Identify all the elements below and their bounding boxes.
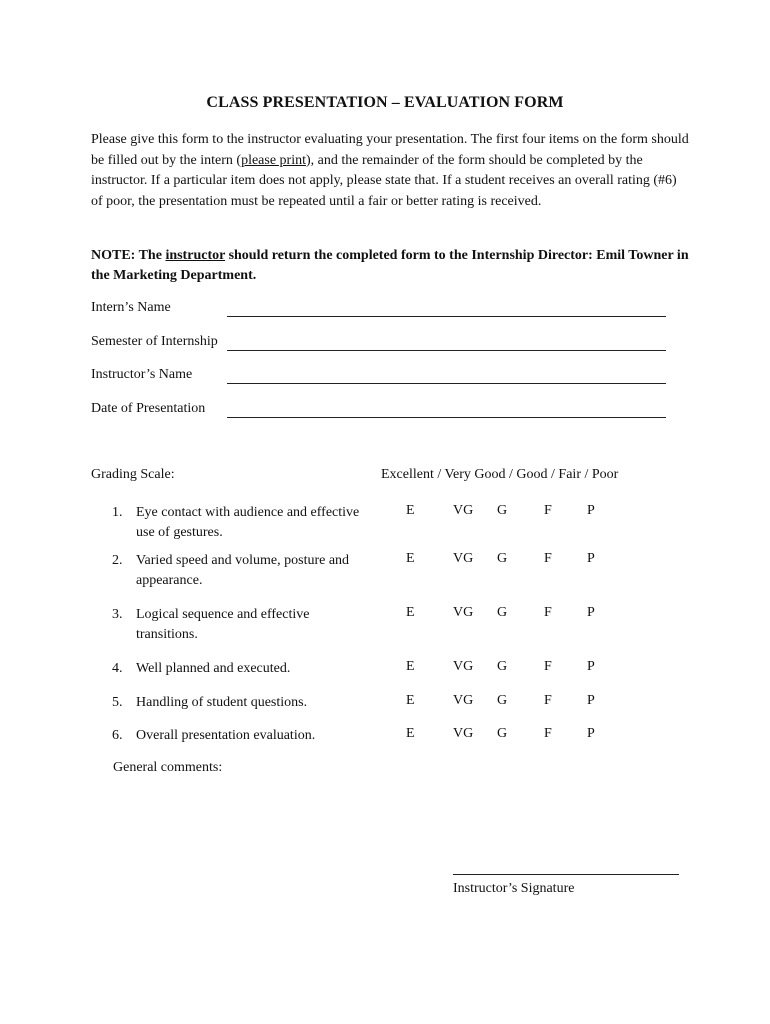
note-suffix: should return the completed form to the Internship Director: Emil Towner in the Marketing Department. [91, 248, 689, 283]
general-comments-label: General comments: [113, 760, 223, 775]
intern-name-label: Intern’s Name [91, 300, 171, 315]
instructor-name-line[interactable] [227, 383, 666, 384]
criterion-text: Handling of student questions. [136, 695, 308, 710]
grade-option-vg[interactable]: VG [453, 605, 474, 620]
grade-option-g[interactable]: G [497, 659, 508, 674]
grade-option-vg[interactable]: VG [453, 503, 474, 518]
grade-option-f[interactable]: F [544, 693, 552, 708]
criterion-number: 2. [112, 553, 123, 568]
criterion-number: 5. [112, 695, 123, 710]
grade-option-p[interactable]: P [587, 693, 595, 708]
grade-option-e[interactable]: E [406, 551, 415, 566]
criterion-number: 6. [112, 728, 123, 743]
signature-line[interactable] [453, 874, 679, 875]
semester-line[interactable] [227, 350, 666, 351]
criterion-number: 4. [112, 661, 123, 676]
grading-scale-label: Grading Scale: [91, 467, 175, 482]
note-instructor: instructor [165, 248, 226, 263]
grade-option-p[interactable]: P [587, 726, 595, 741]
intro-paragraph [91, 130, 691, 212]
grade-option-g[interactable]: G [497, 605, 508, 620]
intro-text-part2: ), and the remainder of the form should be completed by the instructor. If a particular item does not apply, please state that. If a student receives an overall rating (#6) of poor, the presentation must be repeated until a fair or better rating is received. [91, 152, 677, 209]
grading-scale-values: Excellent / Very Good / Good / Fair / Poor [381, 467, 619, 482]
grade-option-e[interactable]: E [406, 726, 415, 741]
grade-option-vg[interactable]: VG [453, 693, 474, 708]
criterion-number: 3. [112, 607, 123, 622]
criterion-number: 1. [112, 505, 123, 520]
presentation-date-label: Date of Presentation [91, 401, 206, 416]
instructor-name-field [91, 367, 666, 387]
grade-option-g[interactable]: G [497, 551, 508, 566]
grade-option-f[interactable]: F [544, 503, 552, 518]
semester-label: Semester of Internship [91, 334, 218, 349]
form-title: CLASS PRESENTATION – EVALUATION FORM [206, 94, 564, 111]
grade-option-e[interactable]: E [406, 503, 415, 518]
grade-option-f[interactable]: F [544, 659, 552, 674]
grade-option-e[interactable]: E [406, 659, 415, 674]
grade-option-vg[interactable]: VG [453, 659, 474, 674]
criterion-text: Eye contact with audience and effective use of gestures. [136, 505, 360, 540]
semester-field [91, 334, 666, 354]
grade-option-g[interactable]: G [497, 693, 508, 708]
intro-please-print: please print [241, 152, 306, 168]
grade-option-f[interactable]: F [544, 726, 552, 741]
criterion-text: Well planned and executed. [136, 661, 291, 676]
grade-option-e[interactable]: E [406, 605, 415, 620]
criterion-text: Varied speed and volume, posture and appearance. [136, 553, 350, 588]
grade-option-vg[interactable]: VG [453, 551, 474, 566]
criterion-text: Overall presentation evaluation. [136, 728, 316, 743]
signature-label: Instructor’s Signature [453, 881, 575, 896]
intern-name-line[interactable] [227, 316, 666, 317]
presentation-date-line[interactable] [227, 417, 666, 418]
grade-option-vg[interactable]: VG [453, 726, 474, 741]
grade-option-p[interactable]: P [587, 551, 595, 566]
instructor-name-label: Instructor’s Name [91, 367, 193, 382]
note-prefix: NOTE: The [91, 248, 166, 263]
grade-option-f[interactable]: F [544, 551, 552, 566]
criterion-text: Logical sequence and effective transitions. [136, 607, 310, 642]
grade-option-g[interactable]: G [497, 726, 508, 741]
grade-option-f[interactable]: F [544, 605, 552, 620]
presentation-date-field [91, 401, 666, 421]
intern-name-field [91, 300, 666, 320]
instructor-note [91, 246, 691, 286]
grade-option-p[interactable]: P [587, 503, 595, 518]
grade-option-p[interactable]: P [587, 659, 595, 674]
grade-option-g[interactable]: G [497, 503, 508, 518]
grade-option-p[interactable]: P [587, 605, 595, 620]
intro-text-part1: Please give this form to the instructor evaluating your presentation. The first four items on the form should be filled out by the intern ( [91, 132, 689, 168]
grade-option-e[interactable]: E [406, 693, 415, 708]
